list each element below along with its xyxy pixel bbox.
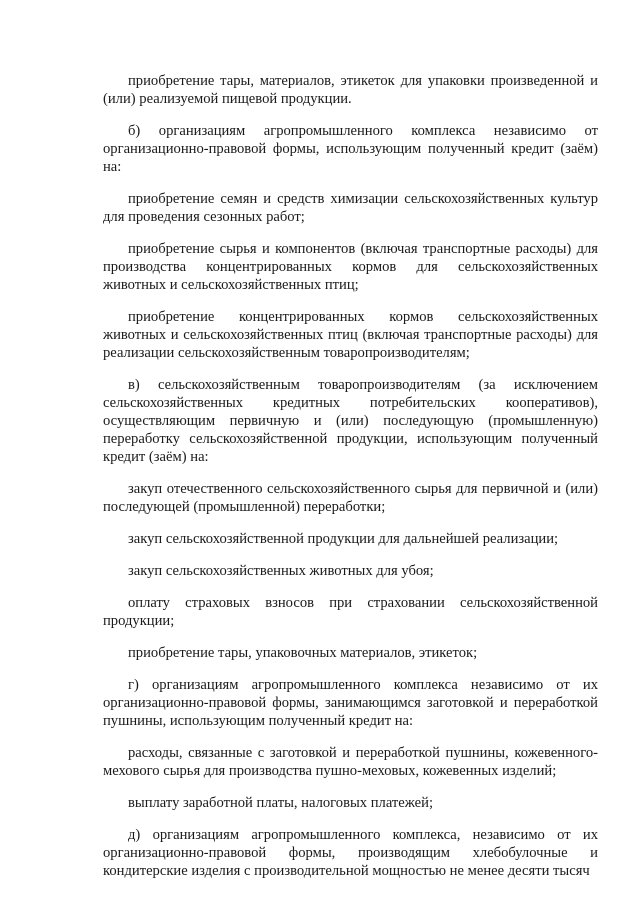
paragraph-raw-materials: закуп отечественного сельскохозяйственного сырья для первичной и (или) последующей (промышленной) переработки;	[103, 481, 598, 515]
paragraph-livestock-slaughter: закуп сельскохозяйственных животных для убоя;	[128, 563, 434, 579]
paragraph-item-b: б) организациям агропромышленного комплекса независимо от организационно-правовой формы, использующим полученный кредит (заём) на:	[103, 123, 598, 175]
paragraph-concentrated-feed: приобретение концентрированных кормов сельскохозяйственных животных и сельскохозяйственных птиц (включая транспортные расходы) для реализации сельскохозяйственным товаропроизводителям;	[103, 309, 598, 361]
document-body	[103, 72, 598, 880]
paragraph-products-resale: закуп сельскохозяйственной продукции для дальнейшей реализации;	[128, 531, 559, 547]
paragraph-packaging-labels: приобретение тары, упаковочных материалов, этикеток;	[128, 645, 478, 661]
paragraph-fur-expenses: расходы, связанные с заготовкой и переработкой пушнины, кожевенного-мехового сырья для производства пушно-меховых, кожевенных изделий;	[103, 745, 598, 779]
paragraph-item-g: г) организациям агропромышленного комплекса независимо от их организационно-правовой формы, занимающимся заготовкой и переработкой пушнины, использующим полученный кредит на:	[103, 677, 598, 729]
paragraph-feed-components: приобретение сырья и компонентов (включая транспортные расходы) для производства концентрированных кормов для сельскохозяйственных животных и сельскохозяйственных птиц;	[103, 241, 598, 293]
paragraph-seeds-chemicals: приобретение семян и средств химизации сельскохозяйственных культур для проведения сезонных работ;	[103, 191, 598, 225]
paragraph-insurance: оплату страховых взносов при страховании сельскохозяйственной продукции;	[103, 595, 598, 629]
paragraph-item-d: д) организациям агропромышленного комплекса, независимо от их организационно-правовой формы, производящим хлебобулочные и кондитерские изделия с производительной мощностью не менее десяти тысяч	[103, 827, 598, 879]
paragraph-item-v: в) сельскохозяйственным товаропроизводителям (за исключением сельскохозяйственных кредитных потребительских кооперативов), осуществляющим первичную и (или) последующую (промышленную) переработку сельскохозяйственной продукции, использующим полученный кредит (заём) на:	[103, 377, 598, 465]
paragraph-packaging-food: приобретение тары, материалов, этикеток для упаковки произведенной и (или) реализуемой пищевой продукции.	[103, 73, 598, 107]
paragraph-wages-taxes: выплату заработной платы, налоговых платежей;	[128, 795, 434, 811]
